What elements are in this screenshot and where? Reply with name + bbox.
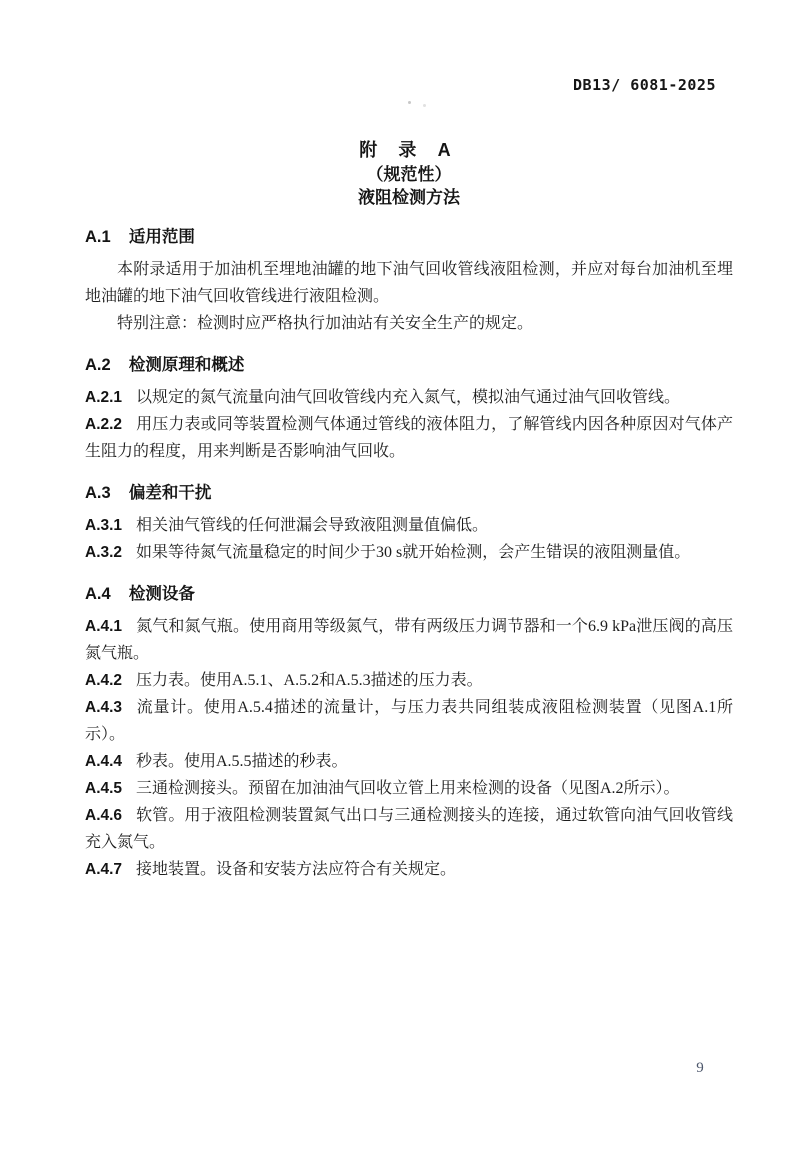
- section-heading: [85, 481, 733, 505]
- section-number: A.1: [85, 228, 111, 246]
- clause-number: A.4.6: [85, 807, 123, 824]
- clause-number: A.4.5: [85, 780, 123, 797]
- clause-text: 用压力表或同等装置检测气体通过管线的液体阻力，了解管线内因各种原因对气体产生阻力的程度，用来判断是否影响油气回收。: [85, 416, 733, 460]
- clause-text: 秒表。使用A.5.5描述的秒表。: [136, 753, 348, 770]
- section-number: A.4: [85, 585, 111, 603]
- clause-a4-6: [85, 802, 733, 856]
- section-heading: [85, 353, 733, 377]
- clause-a2-2: [85, 411, 733, 465]
- section-a3: [85, 481, 733, 566]
- clause-a2-1: [85, 384, 733, 411]
- page-number: 9: [696, 1060, 704, 1076]
- clause-number: A.3.2: [85, 544, 123, 561]
- section-title: 检测原理和概述: [128, 356, 245, 374]
- clause-text: 相关油气管线的任何泄漏会导致液阻测量值偏低。: [136, 517, 489, 534]
- clause-number: A.4.3: [85, 699, 123, 716]
- clause-text: 流量计。使用A.5.4描述的流量计，与压力表共同组装成液阻检测装置（见图A.1所示）。: [85, 699, 733, 743]
- scan-artifact: [423, 104, 426, 107]
- clause-a4-1: [85, 613, 733, 667]
- clause-text: 软管。用于液阻检测装置氮气出口与三通检测接头的连接，通过软管向油气回收管线充入氮气。: [85, 807, 733, 851]
- section-heading: [85, 582, 733, 606]
- clause-text: 压力表。使用A.5.1、A.5.2和A.5.3描述的压力表。: [136, 672, 483, 689]
- clause-a4-4: [85, 748, 733, 775]
- section-heading: [85, 225, 733, 249]
- paragraph: 本附录适用于加油机至埋地油罐的地下油气回收管线液阻检测，并应对每台加油机至埋地油罐的地下油气回收管线进行液阻检测。: [85, 261, 733, 305]
- clause-number: A.3.1: [85, 517, 123, 534]
- section-number: A.2: [85, 356, 111, 374]
- clause-a4-7: [85, 856, 733, 883]
- page-content: [85, 138, 733, 883]
- paragraph-note: 特别注意：检测时应严格执行加油站有关安全生产的规定。: [117, 315, 534, 332]
- clause-text: 如果等待氮气流量稳定的时间少于30 s就开始检测，会产生错误的液阻测量值。: [136, 544, 691, 561]
- section-a1: [85, 225, 733, 337]
- appendix-title-block: [85, 138, 733, 209]
- section-a4: [85, 582, 733, 883]
- clause-a4-3: [85, 694, 733, 748]
- clause-number: A.4.2: [85, 672, 123, 689]
- clause-number: A.2.1: [85, 389, 123, 406]
- clause-number: A.2.2: [85, 416, 123, 433]
- clause-a4-2: [85, 667, 733, 694]
- clause-text: 三通检测接头。预留在加油油气回收立管上用来检测的设备（见图A.2所示）。: [136, 780, 680, 797]
- section-title: 检测设备: [128, 585, 195, 603]
- clause-number: A.4.1: [85, 618, 123, 635]
- clause-a3-2: [85, 539, 733, 566]
- appendix-title: 附 录 A: [359, 140, 459, 160]
- section-title: 偏差和干扰: [128, 484, 212, 502]
- clause-text: 以规定的氮气流量向油气回收管线内充入氮气，模拟油气通过油气回收管线。: [136, 389, 681, 406]
- clause-text: 氮气和氮气瓶。使用商用等级氮气，带有两级压力调节器和一个6.9 kPa泄压阀的高压氮气瓶。: [85, 618, 733, 662]
- clause-number: A.4.4: [85, 753, 123, 770]
- clause-text: 接地装置。设备和安装方法应符合有关规定。: [136, 861, 457, 878]
- section-title: 适用范围: [128, 228, 195, 246]
- clause-a4-5: [85, 775, 733, 802]
- standard-code: DB13/ 6081-2025: [573, 76, 716, 94]
- clause-number: A.4.7: [85, 861, 123, 878]
- section-a2: [85, 353, 733, 465]
- scan-artifact: [408, 101, 411, 104]
- section-number: A.3: [85, 484, 111, 502]
- appendix-subject: 液阻检测方法: [358, 188, 460, 207]
- appendix-normative-label: （规范性）: [366, 165, 452, 184]
- clause-a3-1: [85, 512, 733, 539]
